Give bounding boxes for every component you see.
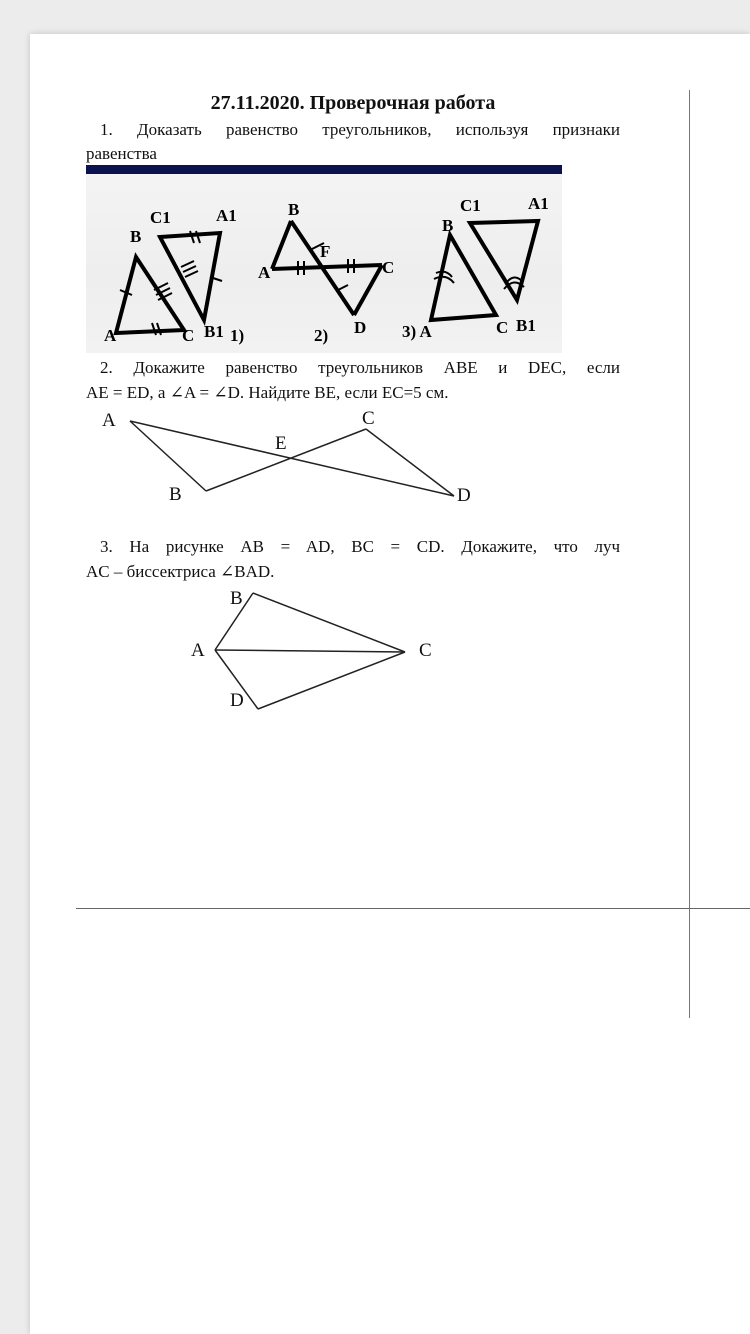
task2-label-d: D (457, 485, 471, 506)
fig2-label-b: B (288, 200, 300, 219)
fig2-label-a: A (258, 263, 271, 282)
fig3-label-a1: A1 (528, 194, 549, 213)
fig1-label-b1: B1 (204, 322, 224, 341)
fig2-number: 2) (314, 326, 329, 345)
page-title: 27.11.2020. Проверочная работа (210, 92, 496, 114)
task1-figure (86, 165, 562, 353)
task1-line1: 1. Доказать равенство треугольников, используя признаки (100, 120, 620, 139)
fig2-segment-ac (272, 265, 382, 269)
fig3-number-a: 3) A (402, 322, 432, 341)
task1-figure-svg (86, 165, 562, 353)
task2-label-e: E (275, 433, 287, 454)
task3-label-b: B (230, 588, 243, 609)
horizontal-rule (76, 908, 750, 909)
task3-label-d: D (230, 690, 244, 711)
task2-label-b: B (169, 484, 182, 505)
fig2-label-d: D (354, 318, 367, 337)
fig3-label-c1: C1 (460, 196, 481, 215)
fig2-label-f: F (320, 242, 331, 261)
task3-label-c: C (419, 640, 432, 661)
fig2-label-c: C (382, 258, 395, 277)
task2-label-c: C (362, 408, 375, 429)
fig1-label-a: A (104, 326, 117, 345)
fig1-label-c1: C1 (150, 208, 171, 227)
task3-label-a: A (191, 640, 205, 661)
right-margin-line (689, 90, 690, 1018)
fig1-label-c: C (182, 326, 195, 345)
fig1-number: 1) (230, 326, 245, 345)
task2-line1: 2. Докажите равенство треугольников ABE и DEC, если (100, 358, 620, 377)
fig2-segment-ab (272, 221, 291, 269)
fig1-triangle-abc (116, 257, 184, 333)
task2-line2: AE = ED, а ∠A = ∠D. Найдите BE, если EC=5 см. (86, 383, 449, 402)
task2-label-a: A (102, 410, 116, 431)
fig3-label-b: B (442, 216, 454, 235)
fig2-segment-cd (354, 265, 382, 315)
task1-line2: равенства (86, 144, 157, 163)
fig3-label-c: C (496, 318, 509, 337)
fig1-label-b: B (130, 227, 142, 246)
fig1-label-a1: A1 (216, 206, 237, 225)
task3-line2: AC – биссектриса ∠BAD. (86, 562, 275, 581)
task3-line1: 3. На рисунке AB = AD, BC = CD. Докажите, что луч (100, 537, 620, 556)
fig3-label-b1: B1 (516, 316, 536, 335)
